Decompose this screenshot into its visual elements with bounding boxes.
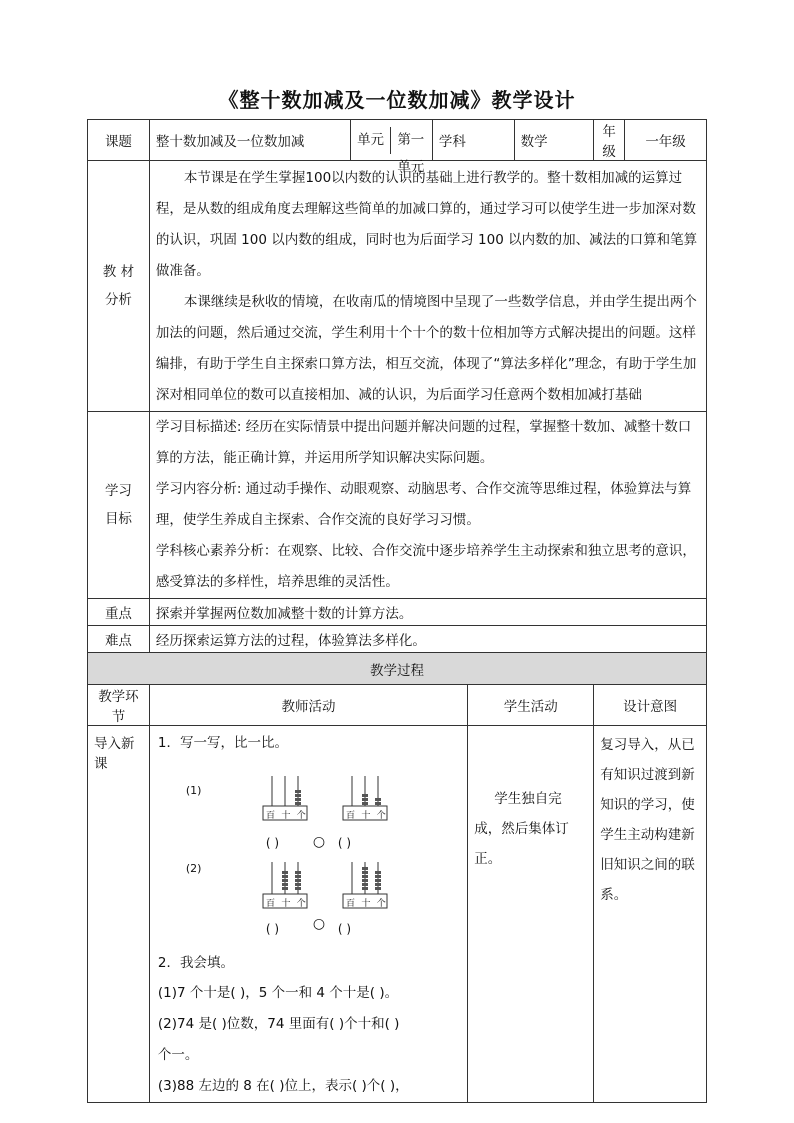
subject-value: 数学 [514,120,594,161]
document-title: 《整十数加减及一位数加减》教学设计 [218,88,576,112]
analysis-label-line1: 教 材 [102,264,135,280]
col-design: 设计意图 [594,685,707,726]
question-2-cont: 个一。 [157,1047,199,1063]
blank-1b: ( ) [337,836,352,850]
abacus-label-hundreds: 百 [346,899,356,909]
exercise-1-part-2 [158,862,461,922]
exercise-1-part-1 [158,776,461,836]
topic-value: 整十数加减及一位数加减 [149,120,350,161]
abacus-label-tens: 十 [281,899,291,909]
goal-core-literacy: 学科核心素养分析：在观察、比较、合作交流中逐步培养学生主动探索和独立思考的意识，感受算法的多样性，培养思维的灵活性。 [155,543,696,590]
goal-description: 学习目标描述: 经历在实际情景中提出问题并解决问题的过程，掌握整十数加、减整十数口算的方法，能正确计算，并运用所学知识解决实际问题。 [155,419,692,466]
abacus-1b-labels [343,808,389,821]
col-student: 学生活动 [468,685,594,726]
analysis-label [88,161,150,412]
blank-2a: ( ) [265,922,280,936]
blank-1a: ( ) [265,836,280,850]
abacus-pair-1 [258,776,458,836]
design-intent: 复习导入，从已有知识过渡到新知识的学习，使学生主动构建新旧知识之间的联系。 [594,726,707,1103]
answer-row-1 [158,836,461,858]
key-point-text: 探索并掌握两位数加减整十数的计算方法。 [149,599,706,626]
label-subject: 学科 [432,120,514,161]
abacus-label-hundreds: 百 [266,811,276,821]
answer-row-2 [158,916,461,944]
goals-label-line1: 学习 [104,483,132,499]
abacus-label-hundreds: 百 [346,811,356,821]
abacus-2a-labels [263,896,309,909]
question-3: (3)88 左边的 8 在( )位上，表示( )个( )， [157,1078,409,1094]
abacus-1a-labels [263,808,309,821]
question-1: (1)7 个十是( )，5 个一和 4 个十是( )。 [157,985,399,1001]
abacus-label-ones: 个 [376,811,386,821]
abacus-label-ones: 个 [296,811,306,821]
abacus-label-tens: 十 [361,811,371,821]
col-teacher: 教师活动 [149,685,467,726]
compare-circle-icon[interactable]: ○ [312,916,326,932]
abacus-label-hundreds: 百 [266,899,276,909]
process-heading: 教学过程 [88,653,707,685]
stage-cell: 导入新课 [88,726,150,1103]
key-point-label: 重点 [88,599,150,626]
difficulty-label: 难点 [88,626,150,653]
exercise-1-title: 1．写一写，比一比。 [157,735,288,751]
blank-2b: ( ) [337,922,352,936]
question-2: (2)74 是( )位数，74 里面有( )个十和( ) [157,1016,400,1032]
teacher-activity [149,726,467,1103]
goals-label [88,412,150,599]
analysis-paragraph-2: 本课继续是秋收的情境，在收南瓜的情境图中呈现了一些数学信息，并由学生提出两个加法的问题，然后通过交流，学生利用十个十个的数十位相加等方式解决提出的问题。这样编排，有助于学生自主探索口算方法，相互交流，体现了“算法多样化”理念，有助于学生加深对相同单位的数可以直接相加、减的认识，为后面学习任意两个数相加减打基础 [155,294,697,403]
abacus-label-tens: 十 [361,899,371,909]
exercise-2-title: 2．我会填。 [157,955,234,971]
lesson-plan-table [87,119,707,1103]
label-unit-cell: 单元 [351,127,391,154]
unit-value [351,120,433,175]
label-grade: 年级 [594,120,625,161]
goals-label-line2: 目标 [104,511,132,527]
unit-text: 第一单元 [397,131,425,175]
analysis-content [149,161,706,412]
exercise-label-1: (1) [185,784,202,797]
abacus-pair-2 [258,862,458,922]
difficulty-text: 经历探索运算方法的过程，体验算法多样化。 [149,626,706,653]
col-stage: 教学环节 [88,685,150,726]
analysis-paragraph-1: 本节课是在学生掌握100以内数的认识的基础上进行教学的。整十数相加减的运算过程，是从数的组成角度去理解这些简单的加减口算的，通过学习可以使学生进一步加深对数的认识，巩固 100 以内数的组成，同时也为后面学习 100 以内数的加、减法的口算和笔算做准备。 [155,170,698,279]
abacus-label-ones: 个 [296,899,306,909]
goal-content-analysis: 学习内容分析: 通过动手操作、动眼观察、动脑思考、合作交流等思维过程，体验算法与算理，使学生养成自主探索、合作交流的良好学习习惯。 [155,481,692,528]
abacus-label-ones: 个 [376,899,386,909]
goals-content [149,412,706,599]
label-topic: 课题 [88,120,150,161]
student-activity: 学生独自完成，然后集体订正。 [468,726,594,1103]
analysis-label-line2: 分析 [104,292,132,308]
grade-value: 一年级 [625,120,707,161]
exercise-label-2: (2) [185,862,202,875]
abacus-2b-labels [343,896,389,909]
compare-circle-icon[interactable]: ○ [312,834,326,850]
abacus-label-tens: 十 [281,811,291,821]
